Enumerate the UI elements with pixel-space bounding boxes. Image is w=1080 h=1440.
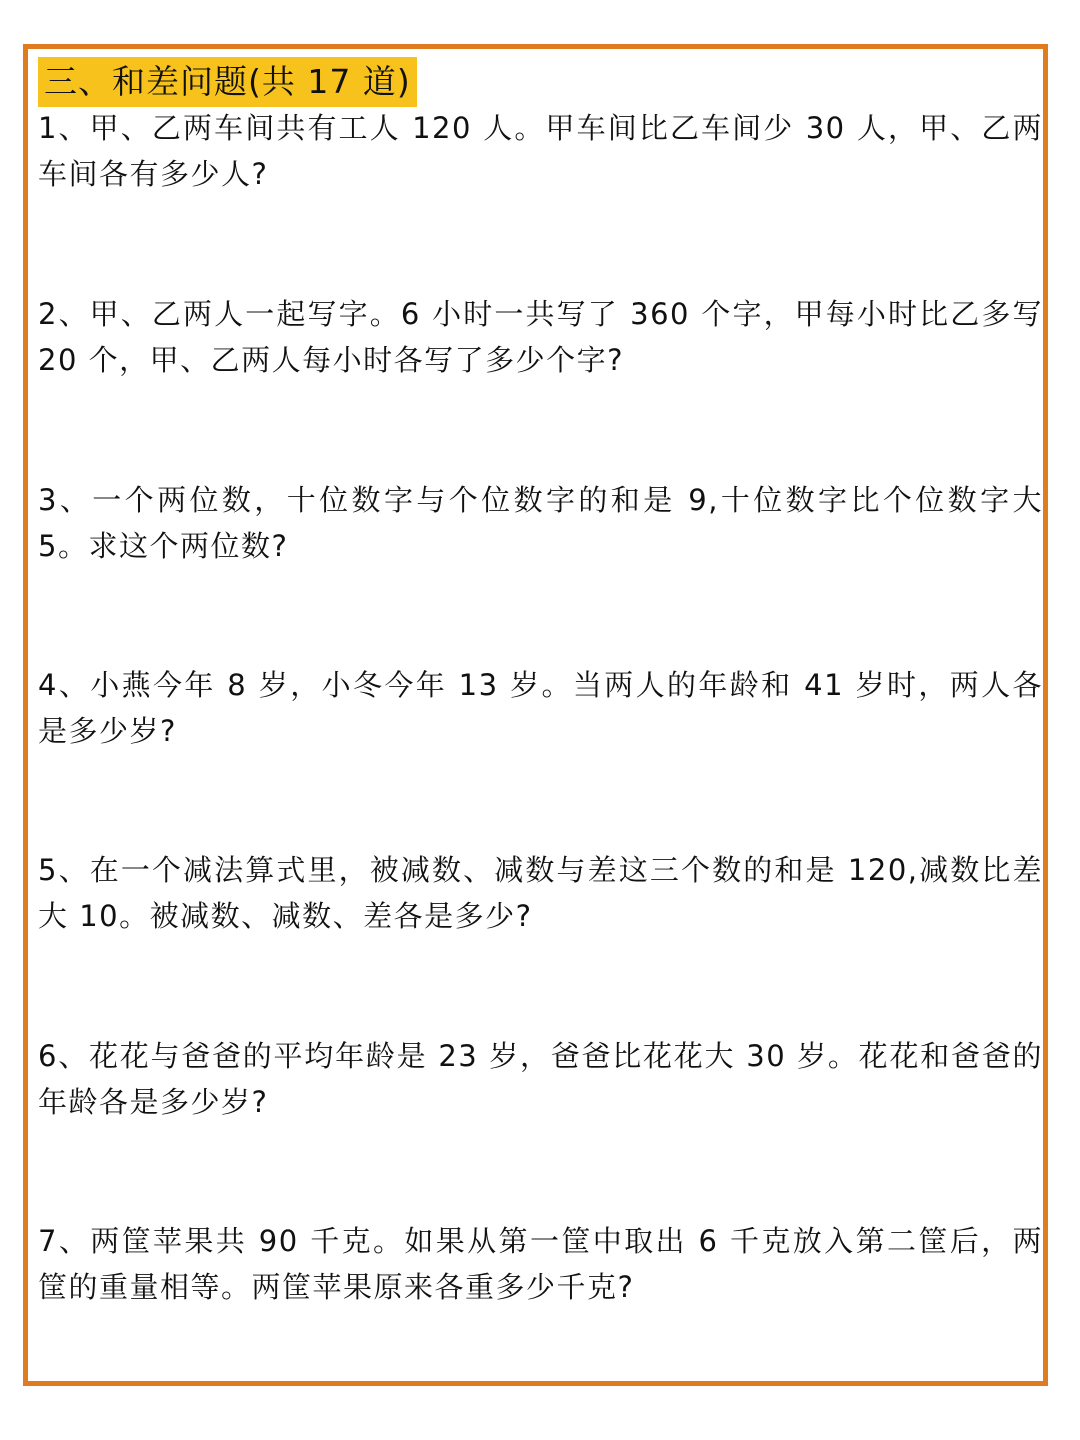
question-5: 5、在一个减法算式里，被减数、减数与差这三个数的和是 120,减数比差大 10。被减数、减数、差各是多少? [38, 853, 1043, 933]
worksheet-frame [23, 44, 1048, 1386]
question-6: 6、花花与爸爸的平均年龄是 23 岁，爸爸比花花大 30 岁。花花和爸爸的年龄各是多少岁? [38, 1039, 1043, 1119]
question-4: 4、小燕今年 8 岁，小冬今年 13 岁。当两人的年龄和 41 岁时，两人各是多少岁? [38, 668, 1043, 748]
question-7: 7、两筐苹果共 90 千克。如果从第一筐中取出 6 千克放入第二筐后，两筐的重量相等。两筐苹果原来各重多少千克? [38, 1224, 1043, 1304]
question-1: 1、甲、乙两车间共有工人 120 人。甲车间比乙车间少 30 人，甲、乙两车间各有多少人? [38, 111, 1043, 191]
question-3: 3、一个两位数，十位数字与个位数字的和是 9,十位数字比个位数字大 5。求这个两位数? [38, 483, 1043, 563]
section-title: 三、和差问题(共 17 道) [38, 57, 417, 107]
question-2: 2、甲、乙两人一起写字。6 小时一共写了 360 个字，甲每小时比乙多写 20 个，甲、乙两人每小时各写了多少个字? [38, 297, 1043, 377]
